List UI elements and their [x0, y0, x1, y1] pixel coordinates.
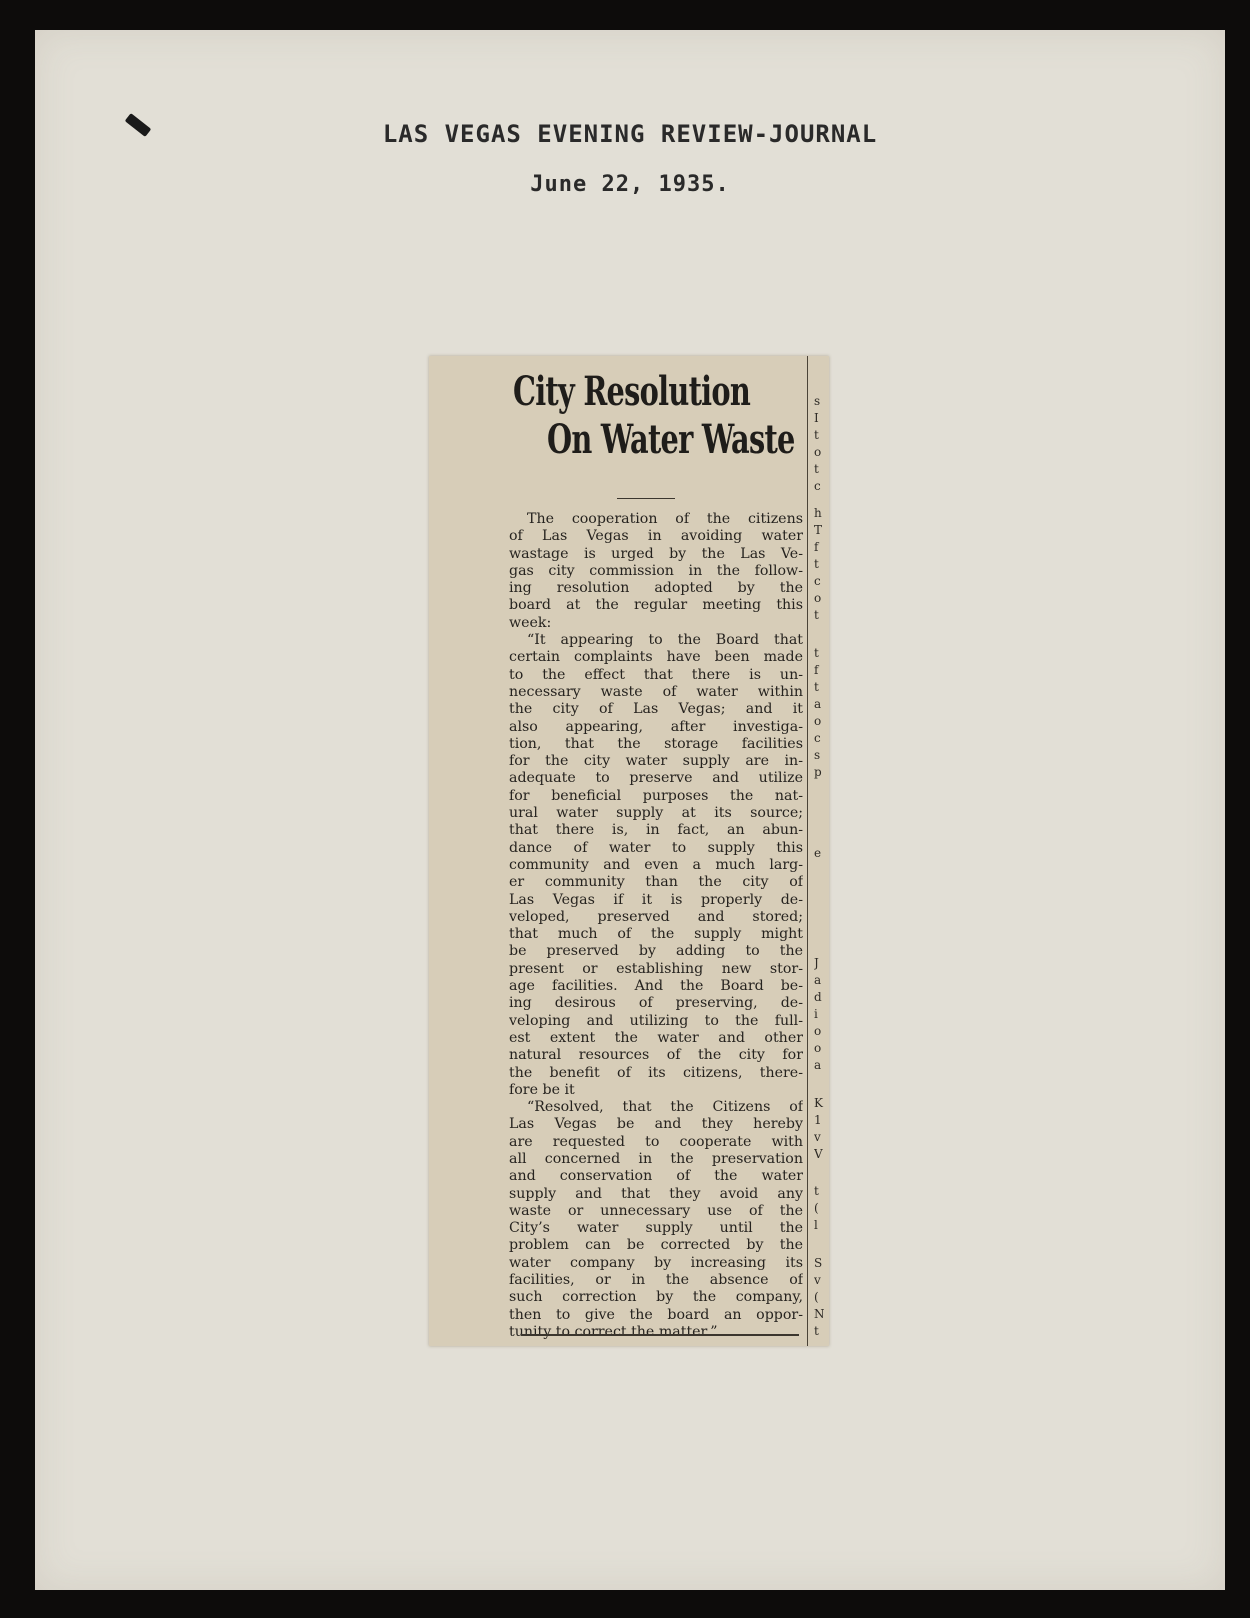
column-rule	[807, 356, 808, 1346]
fragment-letter: o	[814, 1041, 822, 1055]
article-line: for beneficial purposes the nat-	[509, 787, 803, 804]
article-line: City’s water supply until the	[509, 1220, 803, 1237]
fragment-letter: d	[814, 990, 822, 1004]
fragment-letter: t	[814, 557, 819, 571]
article-line: all concerned in the preservation	[509, 1150, 803, 1167]
fragment-letter: (	[814, 1201, 819, 1215]
article-line: facilities, or in the absence of	[509, 1272, 803, 1289]
fragment-letter: v	[814, 1273, 821, 1287]
fragment-letter: c	[814, 479, 821, 493]
article-line: necessary waste of water within	[509, 683, 803, 700]
fragment-letter: v	[814, 1130, 821, 1144]
headline-line-2: On Water Waste	[547, 416, 795, 463]
article-line: supply and that they avoid any	[509, 1185, 803, 1202]
fragment-letter: t	[814, 608, 819, 622]
fragment-letter: t	[814, 428, 819, 442]
article-line: the benefit of its citizens, there-	[509, 1064, 803, 1081]
article-line: waste or unnecessary use of the	[509, 1202, 803, 1219]
article-line: er community than the city of	[509, 874, 803, 891]
fragment-letter: T	[814, 523, 823, 537]
article-line: board at the regular meeting this	[509, 597, 803, 614]
fragment-letter: c	[814, 574, 821, 588]
article-line: water company by increasing its	[509, 1254, 803, 1271]
newspaper-clipping	[429, 356, 829, 1346]
article-line: ing desirous of preserving, de-	[509, 995, 803, 1012]
article-body	[509, 511, 803, 1341]
article-line: for the city water supply are in-	[509, 753, 803, 770]
article-line: to the effect that there is un-	[509, 666, 803, 683]
fragment-letter: i	[814, 1007, 818, 1021]
fragment-letter: p	[814, 765, 822, 779]
article-line: gas city commission in the follow-	[509, 562, 803, 579]
article-line: “It appearing to the Board that	[527, 632, 803, 649]
article-line: age facilities. And the Board be-	[509, 978, 803, 995]
article-line: that there is, in fact, an abun-	[509, 822, 803, 839]
article-line: present or establishing new stor-	[509, 960, 803, 977]
article-line: then to give the board an oppor-	[509, 1306, 803, 1323]
fragment-letter: s	[814, 394, 821, 408]
article-line: certain complaints have been made	[509, 649, 803, 666]
article-line: fore be it	[509, 1081, 575, 1098]
adjacent-column-fragment	[814, 356, 829, 1346]
article-line: ural water supply at its source;	[509, 805, 803, 822]
article-line: are requested to cooperate with	[509, 1133, 803, 1150]
article-line: natural resources of the city for	[509, 1047, 803, 1064]
fragment-letter: K	[814, 1096, 823, 1110]
article-end-rule	[521, 1334, 799, 1339]
publication-date: June 22, 1935.	[530, 172, 730, 197]
fragment-letter: a	[814, 973, 822, 987]
document-page	[35, 30, 1225, 1590]
article-line: be preserved by adding to the	[509, 943, 803, 960]
headline-divider	[617, 498, 675, 499]
fragment-letter: S	[814, 1256, 823, 1270]
article-line: tion, that the storage facilities	[509, 735, 803, 752]
fragment-letter: t	[814, 680, 819, 694]
fragment-letter: N	[814, 1307, 825, 1321]
article-line: veloping and utilizing to the full-	[509, 1012, 803, 1029]
fragment-letter: s	[814, 748, 821, 762]
article-line: dance of water to supply this	[509, 839, 803, 856]
fragment-letter: c	[814, 731, 821, 745]
fragment-letter: e	[814, 846, 822, 860]
article-line: est extent the water and other	[509, 1029, 803, 1046]
article-line: “Resolved, that the Citizens of	[527, 1099, 803, 1116]
article-line: the city of Las Vegas; and it	[509, 701, 803, 718]
fragment-letter: t	[814, 1324, 819, 1338]
article-line: veloped, preserved and stored;	[509, 908, 803, 925]
fragment-letter: h	[814, 506, 822, 520]
publication-header: LAS VEGAS EVENING REVIEW-JOURNAL	[382, 120, 878, 148]
article-line: wastage is urged by the Las Ve-	[509, 545, 803, 562]
article-line: tunity to correct the matter.”	[509, 1323, 718, 1340]
fragment-letter: f	[814, 540, 819, 554]
article-line: problem can be corrected by the	[509, 1237, 803, 1254]
article-line: Las Vegas if it is properly de-	[509, 891, 803, 908]
fragment-letter: t	[814, 646, 819, 660]
fragment-letter: t	[814, 1184, 819, 1198]
article-line: ing resolution adopted by the	[509, 580, 803, 597]
fragment-letter: J	[814, 956, 819, 970]
fragment-letter: V	[814, 1147, 823, 1161]
article-line: adequate to preserve and utilize	[509, 770, 803, 787]
article-line: The cooperation of the citizens	[527, 511, 803, 527]
article-line: community and even a much larg-	[509, 856, 803, 873]
fragment-letter: 1	[814, 1113, 822, 1127]
fragment-letter: l	[814, 1218, 818, 1232]
fragment-letter: f	[814, 663, 819, 677]
fragment-letter: o	[814, 1024, 822, 1038]
fragment-letter: a	[814, 697, 822, 711]
article-line: that much of the supply might	[509, 926, 803, 943]
article-line: such correction by the company,	[509, 1289, 803, 1306]
fragment-letter: (	[814, 1290, 819, 1304]
fragment-letter: o	[814, 714, 822, 728]
headline-line-1: City Resolution	[513, 368, 751, 415]
fragment-letter: o	[814, 445, 822, 459]
article-line: also appearing, after investiga-	[509, 718, 803, 735]
article-line: week:	[509, 614, 552, 631]
fragment-letter: o	[814, 591, 822, 605]
article-line: and conservation of the water	[509, 1168, 803, 1185]
fragment-letter: t	[814, 462, 819, 476]
article-line: of Las Vegas in avoiding water	[509, 528, 803, 545]
fragment-letter: I	[814, 411, 819, 425]
fragment-letter: a	[814, 1058, 822, 1072]
article-line: Las Vegas be and they hereby	[509, 1116, 803, 1133]
